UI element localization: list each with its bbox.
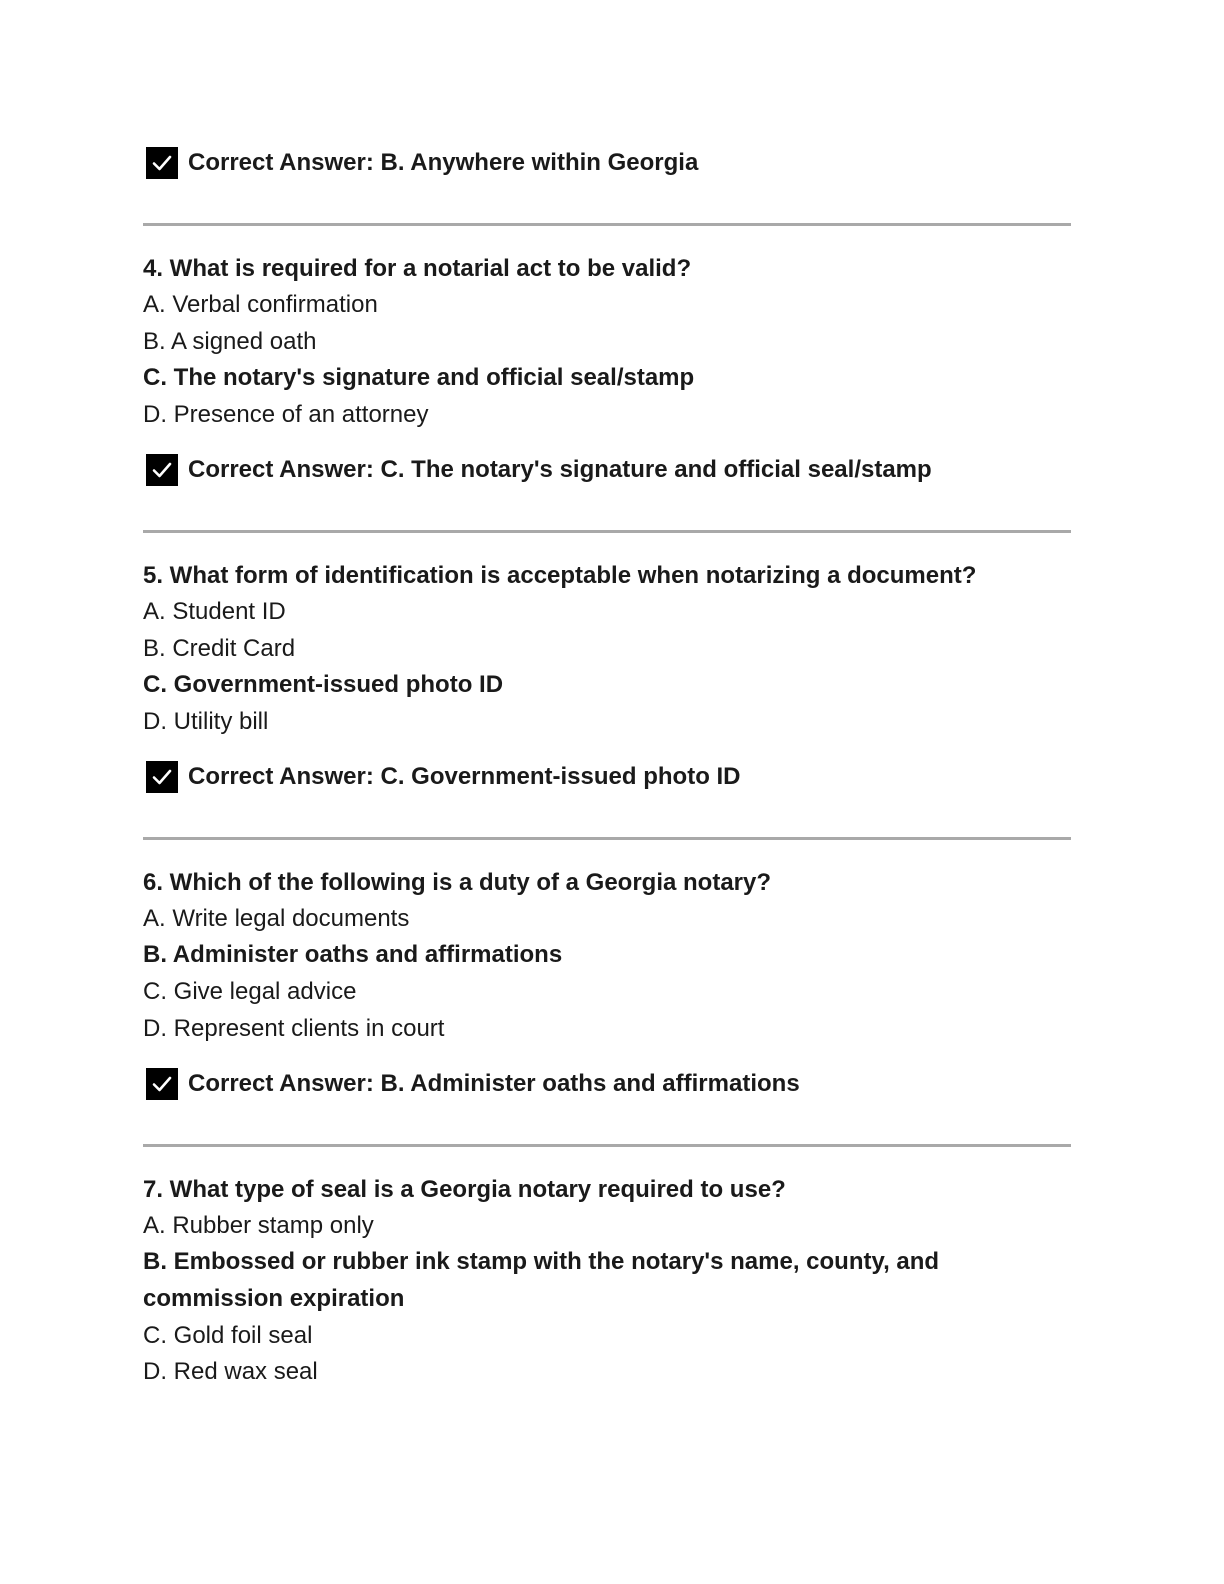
option-c: C. Gold foil seal [143, 1322, 313, 1349]
question-5-title: 5. What form of identification is acceptable when notarizing a document? [143, 562, 977, 589]
checkmark-icon [146, 761, 178, 793]
option-a: A. Verbal confirmation [143, 291, 378, 318]
question-7-title: 7. What type of seal is a Georgia notary required to use? [143, 1176, 786, 1203]
option-a: A. Student ID [143, 598, 286, 625]
option-c-correct: C. Government-issued photo ID [143, 671, 504, 698]
correct-answer-text: Correct Answer: B. Administer oaths and affirmations [188, 1070, 800, 1097]
option-d: D. Presence of an attorney [143, 401, 429, 428]
checkmark-icon [146, 1068, 178, 1100]
option-b-correct-continued: commission expiration [143, 1285, 405, 1312]
correct-answer-q3 [143, 146, 698, 180]
option-d: D. Red wax seal [143, 1358, 318, 1385]
correct-answer-text: Correct Answer: C. Government-issued photo ID [188, 763, 741, 790]
divider [143, 1144, 1071, 1147]
correct-answer-text: Correct Answer: B. Anywhere within Georgia [188, 149, 699, 176]
divider [143, 223, 1071, 226]
divider [143, 837, 1071, 840]
option-a: A. Rubber stamp only [143, 1212, 374, 1239]
option-b-correct: B. Embossed or rubber ink stamp with the notary's name, county, and [143, 1248, 940, 1275]
option-d: D. Utility bill [143, 708, 269, 735]
option-c: C. Give legal advice [143, 978, 357, 1005]
correct-answer-q6 [143, 1067, 800, 1101]
option-a: A. Write legal documents [143, 905, 410, 932]
option-c-correct: C. The notary's signature and official seal/stamp [143, 364, 695, 391]
option-b: B. Credit Card [143, 635, 296, 662]
correct-answer-q4 [143, 453, 932, 487]
correct-answer-text: Correct Answer: C. The notary's signature and official seal/stamp [188, 456, 932, 483]
divider [143, 530, 1071, 533]
checkmark-icon [146, 147, 178, 179]
option-b-correct: B. Administer oaths and affirmations [143, 941, 563, 968]
option-d: D. Represent clients in court [143, 1015, 445, 1042]
checkmark-icon [146, 454, 178, 486]
option-b: B. A signed oath [143, 328, 317, 355]
correct-answer-q5 [143, 760, 741, 794]
question-6-title: 6. Which of the following is a duty of a Georgia notary? [143, 869, 772, 896]
question-4-title: 4. What is required for a notarial act to be valid? [143, 255, 692, 282]
